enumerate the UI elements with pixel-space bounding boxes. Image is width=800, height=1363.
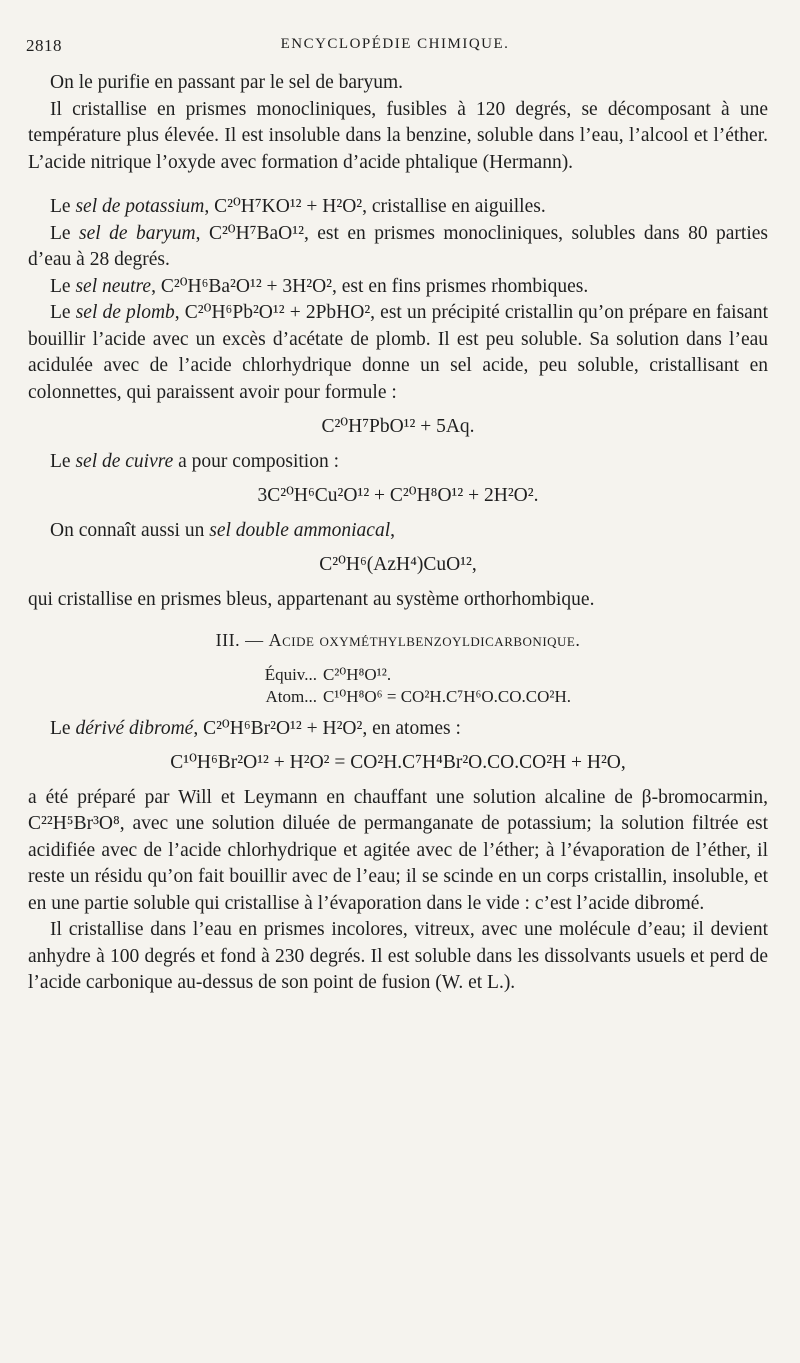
formula-cuivre: 3C²⁰H⁶Cu²O¹² + C²⁰H⁸O¹² + 2H²O². bbox=[257, 485, 539, 506]
formula-dibrome-atomes: C¹⁰H⁶Br²O¹² + H²O² = CO²H.C⁷H⁴Br²O.CO.CO²H + H²O, bbox=[170, 752, 626, 773]
formula: C²⁰H⁶Br²O¹² + H²O² bbox=[203, 717, 363, 739]
formula: C¹⁰H⁸O⁶ = CO²H.C⁷H⁶O.CO.CO²H. bbox=[322, 686, 572, 706]
formula: C²⁰H⁶Ba²O¹² + 3H²O² bbox=[160, 275, 333, 297]
running-title: ENCYCLOPÉDIE CHIMIQUE. bbox=[280, 36, 510, 52]
formula: C²⁰H⁶Pb²O¹² + 2PbHO² bbox=[184, 302, 371, 323]
paragraph-cuivre: Le sel de cuivre a pour composition : bbox=[50, 450, 340, 472]
paragraph-plomb: Le sel de plomb, C²⁰H⁶Pb²O¹² + 2PbHO², est un précipité cristallin qu’on prépare en faisant bouillir l’acide avec un excès d’acétate de plomb. Il est peu soluble. Sa solution dans l’eau acidulée avec de l’acide chlorhydrique donne un sel acide, peu soluble, cristallisant en colonnettes, qui paraissent avoir pour formule : bbox=[28, 302, 768, 403]
section-heading: III. — Acide oxyméthylbenzoyldicarbonique. bbox=[215, 630, 581, 650]
formula: C²⁰H⁸O¹². bbox=[322, 664, 392, 684]
paragraph: qui cristallise en prismes bleus, appartenant au système orthorhombique. bbox=[28, 588, 595, 610]
paragraph-ammoniacal: On connaît aussi un sel double ammoniacal, bbox=[50, 519, 395, 541]
page-number: 2818 bbox=[26, 36, 62, 55]
formula: C²⁰H⁷KO¹² + H²O² bbox=[214, 196, 363, 217]
paragraph: Il cristallise en prismes monocliniques, fusibles à 120 degrés, se décomposant à une température plus élevée. Il est insoluble dans la benzine, soluble dans l’eau, l’alcool et l’éther. L’acide nitrique l’oxyde avec formation d’acide phtalique (Hermann). bbox=[28, 98, 768, 173]
formula: C²⁰H⁷BaO¹² bbox=[208, 222, 304, 244]
paragraph: a été préparé par Will et Leymann en chauffant une solution alcaline de β-bromocarmin, C²²H⁵Br³O⁸, avec une solution diluée de permanganate de potassium; la solution filtrée est acidifiée avec de l’acide chlorhydrique et agitée avec de l’éther; à l’évaporation de l’éther, il reste un résidu qu’on fait bouillir avec de l’eau; il se scinde en un corps cristallin, insoluble, et en une partie soluble qui cristallise à l’évaporation dans le vide : c’est l’acide dibromé. bbox=[28, 786, 768, 914]
paragraph: On le purifie en passant par le sel de baryum. bbox=[50, 72, 404, 93]
paragraph: Il cristallise dans l’eau en prismes incolores, vitreux, avec une molécule d’eau; il devient anhydre à 100 degrés et fond à 230 degrés. Il est soluble dans les dissolvants usuels et perd de l’acide carbonique au-dessus de son point de fusion (W. et L.). bbox=[28, 919, 768, 993]
equivalent-formulas: Équiv... C²⁰H⁸O¹². Atom... C¹⁰H⁸O⁶ = CO²H.C⁷H⁶O.CO.CO²H. bbox=[264, 664, 572, 706]
formula-plomb-acide: C²⁰H⁷PbO¹² + 5Aq. bbox=[321, 416, 475, 437]
page-body bbox=[28, 70, 768, 997]
paragraph-neutre: Le sel neutre, C²⁰H⁶Ba²O¹² + 3H²O², est en fins prismes rhombiques. bbox=[50, 275, 589, 297]
paragraph-baryum: Le sel de baryum, C²⁰H⁷BaO¹², est en prismes monocliniques, solubles dans 80 parties d’eau à 28 degrés. bbox=[28, 222, 769, 270]
page-header bbox=[26, 36, 764, 64]
paragraph-dibrome: Le dérivé dibromé, C²⁰H⁶Br²O¹² + H²O², en atomes : bbox=[50, 717, 461, 739]
formula-ammoniacal: C²⁰H⁶(AzH⁴)CuO¹², bbox=[319, 554, 477, 575]
paragraph-potassium: Le sel de potassium, C²⁰H⁷KO¹² + H²O², cristallise en aiguilles. bbox=[50, 196, 546, 217]
